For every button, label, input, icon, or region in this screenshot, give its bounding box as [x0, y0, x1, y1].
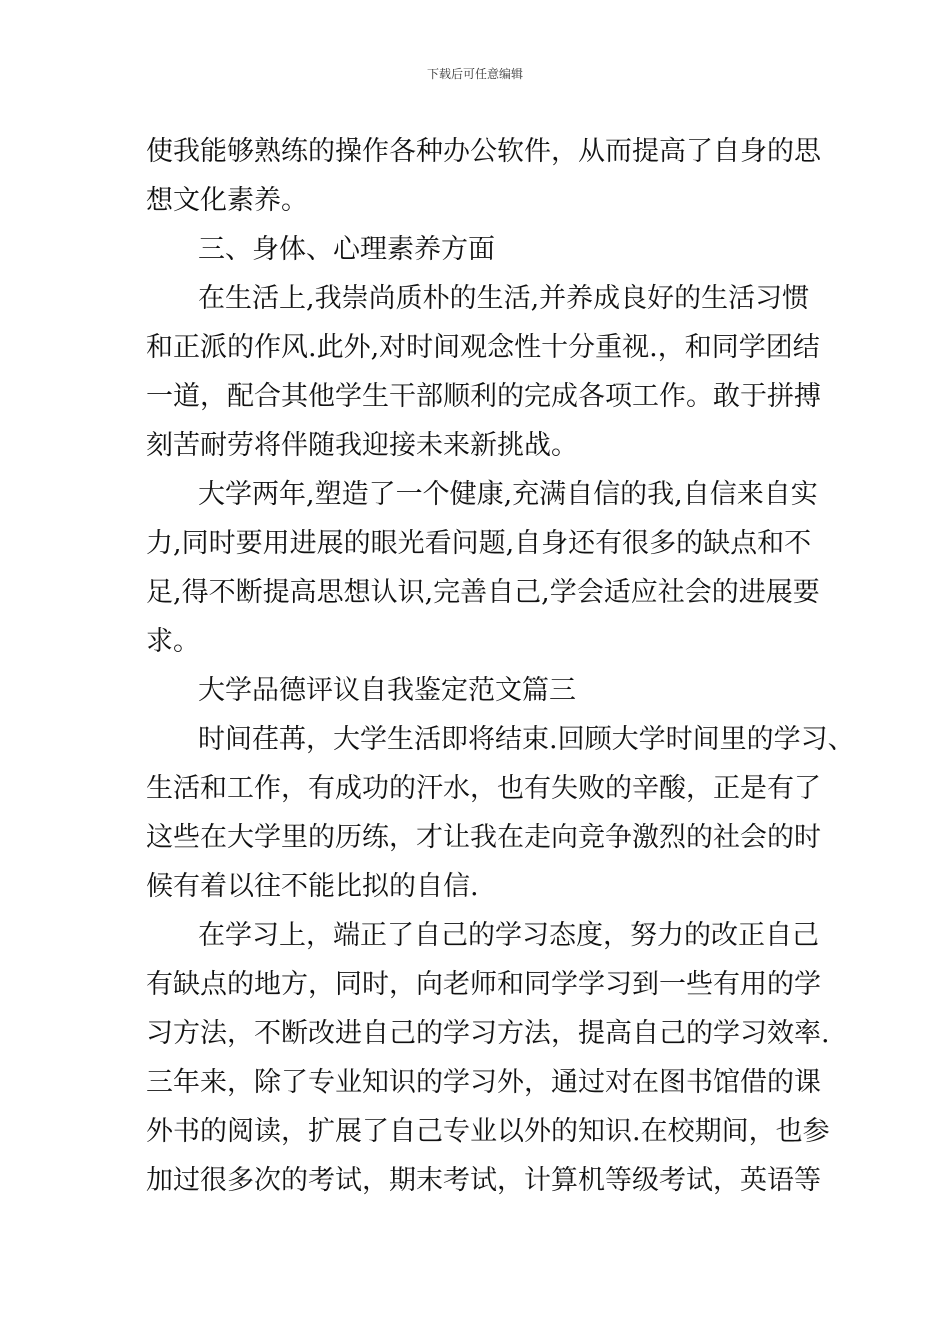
text-line: 使我能够熟练的操作各种办公软件，从而提高了自身的思 — [146, 136, 821, 167]
text-line: 外书的阅读，扩展了自己专业以外的知识.在校期间，也参 — [146, 1116, 830, 1147]
text-line: 在生活上,我崇尚质朴的生活,并养成良好的生活习惯 — [198, 283, 810, 314]
text-line: 求。 — [146, 626, 200, 657]
text-line: 在学习上，端正了自己的学习态度，努力的改正自己 — [198, 920, 819, 951]
text-line: 刻苦耐劳将伴随我迎接未来新挑战。 — [146, 430, 578, 461]
text-line: 和正派的作风.此外,对时间观念性十分重视.，和同学团结 — [146, 332, 820, 363]
text-line: 习方法，不断改进自己的学习方法，提高自己的学习效率. — [146, 1018, 830, 1049]
section-heading: 大学品德评议自我鉴定范文篇三 — [198, 675, 576, 706]
text-line: 加过很多次的考试，期末考试，计算机等级考试，英语等 — [146, 1165, 821, 1196]
text-line: 这些在大学里的历练，才让我在走向竞争激烈的社会的时 — [146, 822, 821, 853]
text-line: 足,得不断提高思想认识,完善自己,学会适应社会的进展要 — [146, 577, 820, 608]
text-line: 有缺点的地方，同时，向老师和同学学习到一些有用的学 — [146, 969, 821, 1000]
text-line: 力,同时要用进展的眼光看问题,自身还有很多的缺点和不 — [146, 528, 812, 559]
text-line: 生活和工作，有成功的汗水，也有失败的辛酸，正是有了 — [146, 773, 821, 804]
text-line: 候有着以往不能比拟的自信. — [146, 871, 479, 902]
text-line: 时间荏苒，大学生活即将结束.回顾大学时间里的学习、 — [198, 724, 855, 755]
text-line: 三年来，除了专业知识的学习外，通过对在图书馆借的课 — [146, 1067, 821, 1098]
section-heading: 三、身体、心理素养方面 — [198, 234, 495, 265]
page-header: 下载后可任意编辑 — [426, 67, 523, 81]
document-body — [146, 127, 855, 1205]
text-line: 大学两年,塑造了一个健康,充满自信的我,自信来自实 — [198, 479, 818, 510]
text-line: 一道，配合其他学生干部顺利的完成各项工作。敢于拼搏 — [146, 381, 821, 412]
text-line: 想文化素养。 — [146, 185, 308, 216]
